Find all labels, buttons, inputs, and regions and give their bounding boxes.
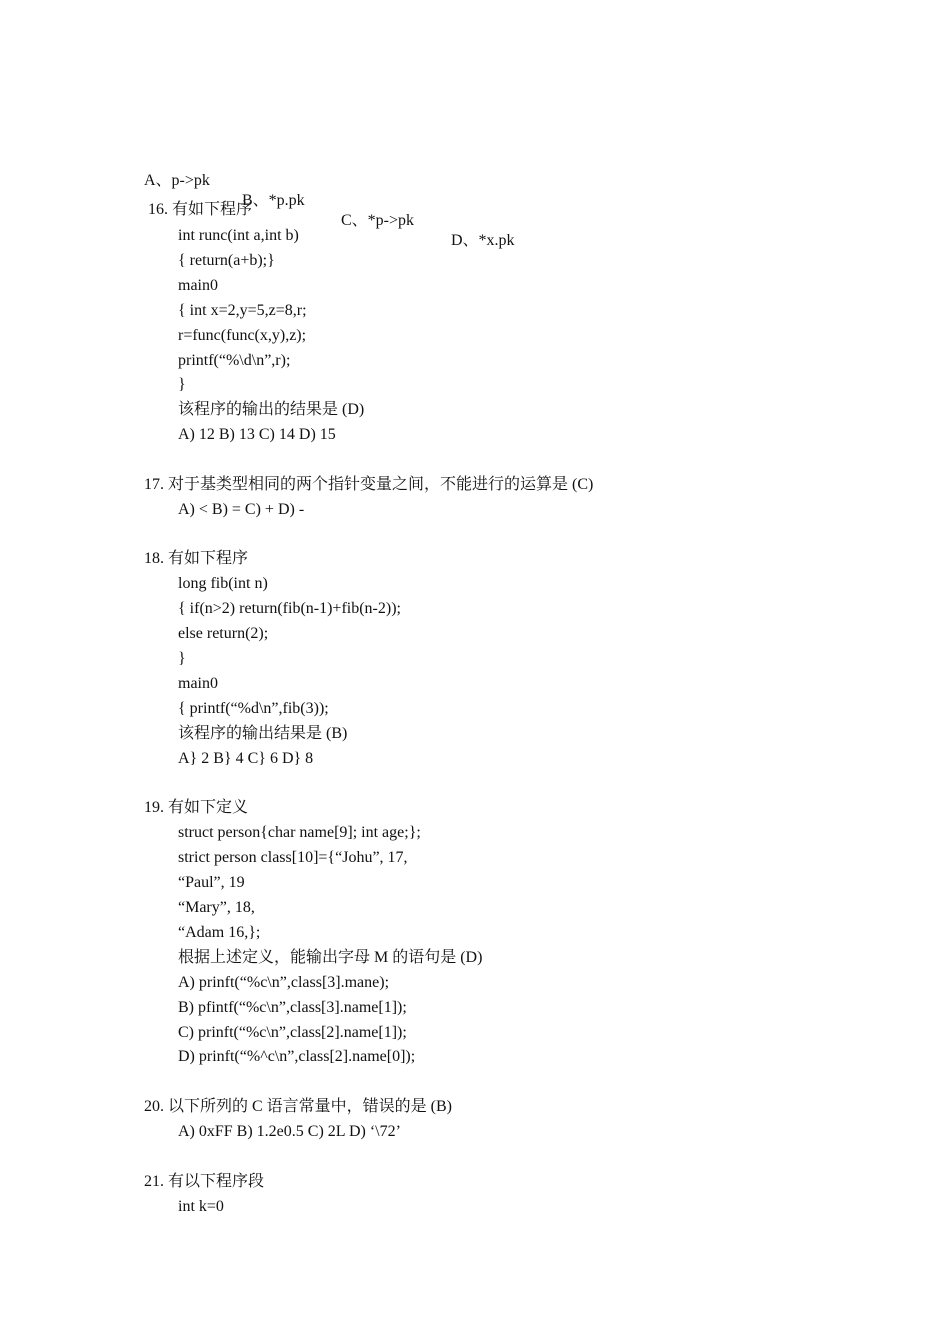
question-19-line: struct person{char name[9]; int age;}; bbox=[178, 824, 421, 841]
question-16-line: int runc(int a,int b) bbox=[178, 227, 299, 244]
question-17-options: A) < B) = C) + D) - bbox=[178, 501, 305, 518]
question-18-line: { if(n>2) return(fib(n-1)+fib(n-2)); bbox=[178, 600, 401, 617]
question-19-line: “Adam 16,}; bbox=[178, 924, 261, 941]
question-16-line: printf(“%\d\n”,r); bbox=[178, 352, 291, 369]
question-16-title: 16. 有如下程序 bbox=[148, 201, 253, 218]
option-a: A、p->pk bbox=[144, 172, 210, 189]
question-18-line: main0 bbox=[178, 675, 218, 692]
question-19-line: 根据上述定义，能输出字母 M 的语句是 (D) bbox=[178, 949, 483, 966]
question-21-title: 21. 有以下程序段 bbox=[144, 1173, 265, 1190]
question-16-line: 该程序的输出的结果是 (D) bbox=[178, 401, 365, 418]
question-18-options: A} 2 B} 4 C} 6 D} 8 bbox=[178, 750, 314, 767]
question-18-line: long fib(int n) bbox=[178, 575, 268, 592]
question-19-line: “Mary”, 18, bbox=[178, 899, 255, 916]
question-19-option-a: A) prinft(“%c\n”,class[3].mane); bbox=[178, 974, 390, 991]
question-16-line: { return(a+b);} bbox=[178, 252, 275, 269]
question-18-line: 该程序的输出结果是 (B) bbox=[178, 725, 348, 742]
question-18-line: } bbox=[178, 650, 186, 667]
question-19-option-d: D) prinft(“%^c\n”,class[2].name[0]); bbox=[178, 1048, 416, 1065]
question-16-options: A) 12 B) 13 C) 14 D) 15 bbox=[178, 426, 336, 443]
question-20-title: 20. 以下所列的 C 语言常量中，错误的是 (B) bbox=[144, 1098, 453, 1115]
question-16-line: r=func(func(x,y),z); bbox=[178, 327, 307, 344]
question-16-line: main0 bbox=[178, 277, 218, 294]
question-16-line: { int x=2,y=5,z=8,r; bbox=[178, 302, 307, 319]
question-19-title: 19. 有如下定义 bbox=[144, 799, 249, 816]
option-d: D、*x.pk bbox=[451, 232, 515, 249]
question-19-line: “Paul”, 19 bbox=[178, 874, 245, 891]
question-18-line: { printf(“%d\n”,fib(3)); bbox=[178, 700, 329, 717]
question-21-line: int k=0 bbox=[178, 1198, 224, 1215]
option-b: B、*p.pk bbox=[242, 192, 305, 209]
question-18-line: else return(2); bbox=[178, 625, 269, 642]
question-19-option-c: C) prinft(“%c\n”,class[2].name[1]); bbox=[178, 1024, 407, 1041]
question-16-line: } bbox=[178, 376, 186, 393]
option-c: C、*p->pk bbox=[341, 212, 415, 229]
question-19-line: strict person class[10]={“Johu”, 17, bbox=[178, 849, 408, 866]
question-19-option-b: B) pfintf(“%c\n”,class[3].name[1]); bbox=[178, 999, 407, 1016]
question-17-title: 17. 对于基类型相同的两个指针变量之间，不能进行的运算是 (C) bbox=[144, 476, 594, 493]
question-20-options: A) 0xFF B) 1.2e0.5 C) 2L D) ‘\72’ bbox=[178, 1123, 401, 1140]
question-18-title: 18. 有如下程序 bbox=[144, 550, 249, 567]
